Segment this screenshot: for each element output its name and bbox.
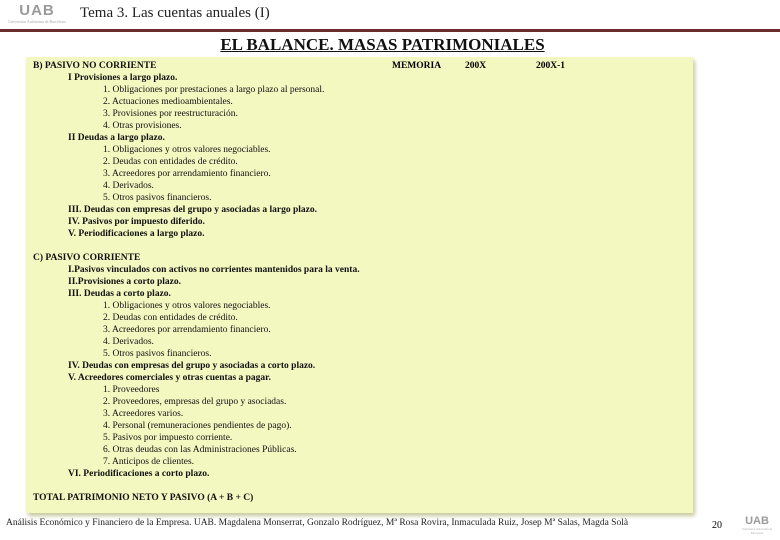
balance-line: 2. Proveedores, empresas del grupo y asociadas.: [103, 397, 287, 407]
page-number: 20: [712, 520, 722, 531]
balance-line: 3. Provisiones por reestructuración.: [103, 109, 238, 119]
balance-line: B) PASIVO NO CORRIENTE: [33, 61, 157, 71]
balance-line: 7. Anticipos de clientes.: [103, 457, 195, 467]
balance-line: 6. Otras deudas con las Administraciones Públicas.: [103, 445, 297, 455]
column-200x-1: 200X-1: [536, 61, 566, 71]
balance-line: C) PASIVO CORRIENTE: [33, 253, 141, 263]
balance-line: 5. Otros pasivos financieros.: [103, 193, 212, 203]
balance-line: V. Acreedores comerciales y otras cuentas a pagar.: [68, 373, 271, 383]
balance-line: IV. Deudas con empresas del grupo y asociadas a corto plazo.: [68, 361, 316, 371]
balance-line: II Deudas a largo plazo.: [68, 133, 165, 143]
balance-line: III. Deudas a corto plazo.: [68, 289, 171, 299]
balance-line: 4. Derivados.: [103, 337, 154, 347]
balance-line: 1. Obligaciones y otros valores negociables.: [103, 145, 271, 155]
balance-line: 3. Acreedores varios.: [103, 409, 184, 419]
balance-line: II.Provisiones a corto plazo.: [68, 277, 182, 287]
balance-line: III. Deudas con empresas del grupo y asociadas a largo plazo.: [68, 205, 317, 215]
footer-credits: Análisis Económico y Financiero de la Empresa. UAB. Magdalena Monserrat, Gonzalo Rodríguez, Mª Rosa Rovira, Inmaculada Ruiz, Josep Mª Salas, Magda Solà: [6, 518, 629, 528]
balance-line: 1. Obligaciones por prestaciones a largo plazo al personal.: [103, 85, 325, 95]
balance-line: 4. Personal (remuneraciones pendientes de pago).: [103, 421, 292, 431]
total-line: TOTAL PATRIMONIO NETO Y PASIVO (A + B + C): [33, 493, 254, 503]
balance-line: 2. Deudas con entidades de crédito.: [103, 313, 238, 323]
balance-line: 1. Obligaciones y otros valores negociables.: [103, 301, 271, 311]
column-200x: 200X: [465, 61, 487, 71]
balance-line: 3. Acreedores por arrendamiento financiero.: [103, 169, 271, 179]
balance-line: 1. Proveedores: [103, 385, 160, 395]
balance-line: 2. Actuaciones medioambientales.: [103, 97, 233, 107]
page-heading: EL BALANCE. MASAS PATRIMONIALES: [220, 35, 545, 54]
uab-footer-logo: UAB Universitat Autònoma de Barcelona: [741, 515, 773, 535]
balance-line: VI. Periodificaciones a corto plazo.: [68, 469, 210, 479]
balance-line: I.Pasivos vinculados con activos no corrientes mantenidos para la venta.: [68, 265, 360, 275]
balance-line: 2. Deudas con entidades de crédito.: [103, 157, 238, 167]
balance-line: 3. Acreedores por arrendamiento financiero.: [103, 325, 271, 335]
header-divider: [0, 29, 780, 32]
balance-line: V. Periodificaciones a largo plazo.: [68, 229, 205, 239]
balance-line: I Provisiones a largo plazo.: [68, 73, 178, 83]
balance-line: 5. Pasivos por impuesto corriente.: [103, 433, 233, 443]
slide-title: Tema 3. Las cuentas anuales (I): [80, 5, 270, 21]
balance-line: 4. Otras provisiones.: [103, 121, 182, 131]
column-memoria: MEMORIA: [392, 61, 442, 71]
balance-line: 5. Otros pasivos financieros.: [103, 349, 212, 359]
balance-line: 4. Derivados.: [103, 181, 154, 191]
balance-line: IV. Pasivos por impuesto diferido.: [68, 217, 205, 227]
uab-logo: UAB Universitat Autònoma de Barcelona: [8, 2, 66, 24]
